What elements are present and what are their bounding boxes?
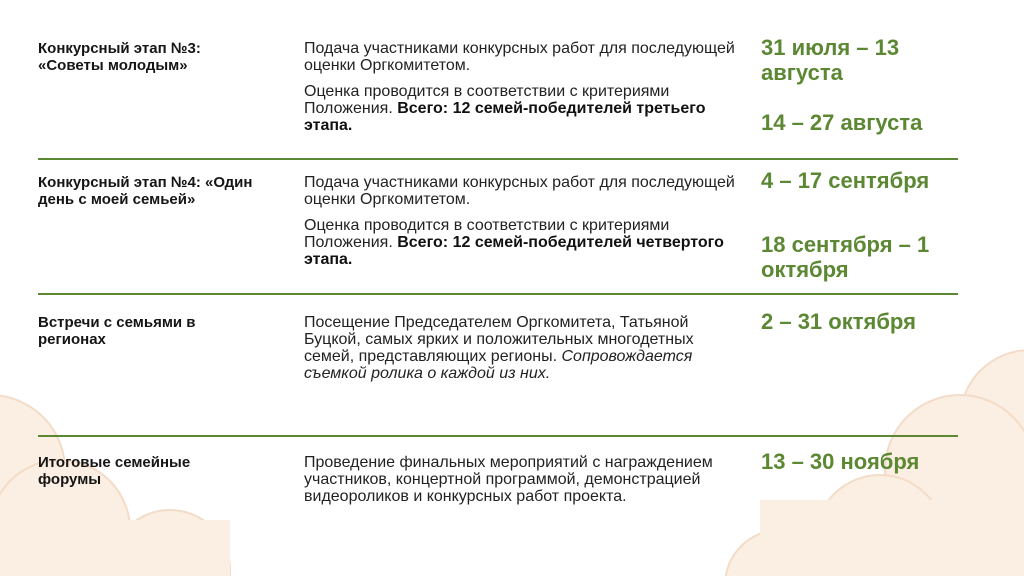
- row-divider: [38, 435, 958, 437]
- stage-description: [304, 314, 719, 382]
- description-visits: [304, 314, 719, 382]
- description-submission: Подача участниками конкурсных работ для последующей оценки Оргкомитетом.: [304, 40, 735, 74]
- stage-title: Встречи с семьями в регионах: [38, 314, 196, 348]
- evaluation-text: Оценка проводится в соответствии с критериями Положения.: [304, 83, 670, 117]
- description-evaluation: [304, 83, 754, 134]
- description-submission: Подача участниками конкурсных работ для последующей оценки Оргкомитетом.: [304, 174, 735, 208]
- date-forums: 13 – 30 ноября: [761, 449, 920, 474]
- stage-title: Итоговые семейные форумы: [38, 454, 191, 488]
- stage-title: Конкурсный этап №4: «Один день с моей семьей»: [38, 174, 253, 208]
- row-divider: [38, 158, 958, 160]
- row-divider: [38, 293, 958, 295]
- description-forums: Проведение финальных мероприятий с награждением участников, концертной программой, демонстрацией видеороликов и конкурсных работ проекта.: [304, 454, 713, 505]
- date-evaluation: 18 сентября – 1 октября: [761, 232, 930, 282]
- stage-title: Конкурсный этап №3: «Советы молодым»: [38, 40, 201, 74]
- date-meetings: 2 – 31 октября: [761, 309, 916, 334]
- stage-description: [304, 174, 754, 268]
- stage-description: [304, 454, 744, 505]
- date-submission: 4 – 17 сентября: [761, 168, 930, 193]
- stage-description: [304, 40, 754, 134]
- video-note: Сопровождается съемкой ролика о каждой из них.: [304, 348, 693, 382]
- date-evaluation: 14 – 27 августа: [761, 110, 923, 135]
- winners-count: Всего: 12 семей-победителей третьего этапа.: [304, 100, 706, 134]
- visits-text: Посещение Председателем Оргкомитета, Татьяной Буцкой, самых ярких и положительных многодетных семей, представляющих регионы.: [304, 314, 694, 365]
- evaluation-text: Оценка проводится в соответствии с критериями Положения.: [304, 217, 670, 251]
- description-evaluation: [304, 217, 754, 268]
- winners-count: Всего: 12 семей-победителей четвертого этапа.: [304, 234, 724, 268]
- date-submission: 31 июля – 13 августа: [761, 35, 900, 85]
